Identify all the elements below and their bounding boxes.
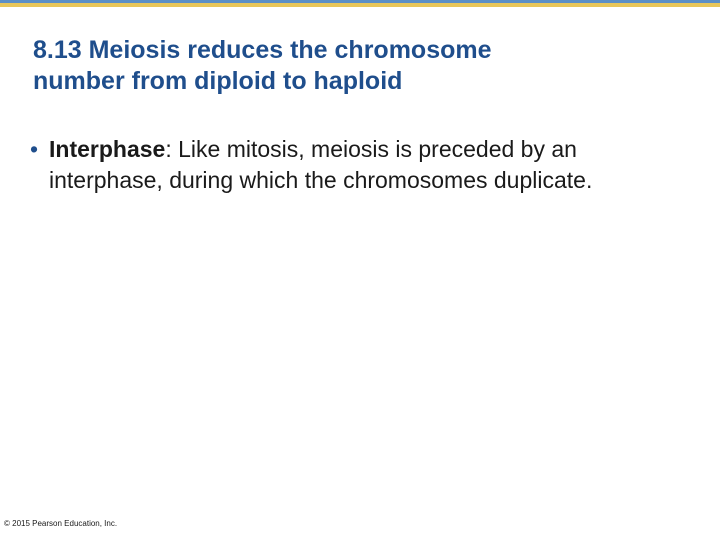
slide-title-line-2: number from diploid to haploid — [33, 67, 403, 95]
bullet-term: Interphase — [49, 136, 166, 162]
copyright-notice: © 2015 Pearson Education, Inc. — [4, 519, 118, 528]
bullet-marker: • — [30, 136, 39, 162]
bullet-list — [30, 134, 690, 196]
bullet-item-interphase — [30, 134, 690, 196]
slide-title-line-1: 8.13 Meiosis reduces the chromosome — [33, 36, 492, 64]
bullet-text: : Like mitosis, meiosis is preceded by an interphase, during which the chromosomes duplicate. — [49, 136, 593, 193]
slide-title — [33, 35, 693, 97]
top-accent-bar-gold — [0, 3, 720, 7]
